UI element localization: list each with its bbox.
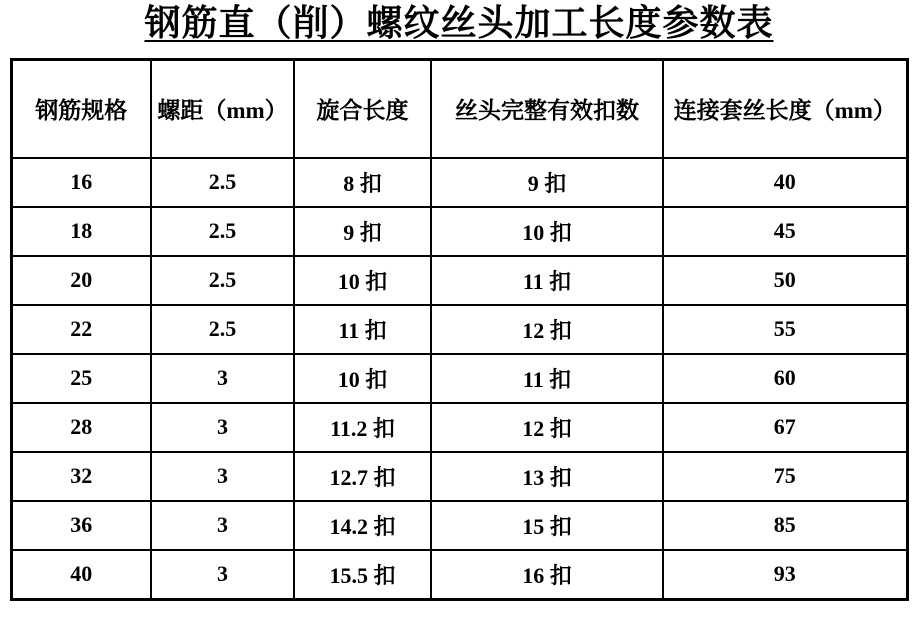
table-cell: 25: [11, 354, 151, 403]
table-cell: 3: [151, 501, 294, 550]
table-cell: 22: [11, 305, 151, 354]
table-cell: 2.5: [151, 256, 294, 305]
table-cell: 9 扣: [431, 158, 663, 207]
table-cell: 60: [663, 354, 907, 403]
table-cell: 15.5 扣: [294, 550, 431, 600]
table-cell: 11.2 扣: [294, 403, 431, 452]
table-cell: 10 扣: [294, 256, 431, 305]
table-cell: 12 扣: [431, 403, 663, 452]
column-header: 连接套丝长度（mm）: [663, 59, 907, 158]
table-cell: 45: [663, 207, 907, 256]
table-cell: 93: [663, 550, 907, 600]
table-cell: 13 扣: [431, 452, 663, 501]
table-cell: 3: [151, 550, 294, 600]
table-cell: 3: [151, 403, 294, 452]
table-cell: 11 扣: [294, 305, 431, 354]
table-body: [11, 158, 907, 600]
page-title: [0, 4, 918, 44]
column-header: 钢筋规格: [11, 59, 151, 158]
table-cell: 32: [11, 452, 151, 501]
column-header: 螺距（mm）: [151, 59, 294, 158]
table-row: [11, 403, 907, 452]
table-cell: 55: [663, 305, 907, 354]
table-cell: 3: [151, 452, 294, 501]
table-cell: 75: [663, 452, 907, 501]
table-cell: 36: [11, 501, 151, 550]
table-cell: 9 扣: [294, 207, 431, 256]
column-header: 旋合长度: [294, 59, 431, 158]
table-cell: 67: [663, 403, 907, 452]
table-cell: 2.5: [151, 207, 294, 256]
column-header: 丝头完整有效扣数: [431, 59, 663, 158]
table-cell: 15 扣: [431, 501, 663, 550]
table-cell: 12.7 扣: [294, 452, 431, 501]
header-row: [11, 59, 907, 158]
table-cell: 10 扣: [431, 207, 663, 256]
table-cell: 18: [11, 207, 151, 256]
parameter-table: [10, 58, 909, 601]
table-cell: 11 扣: [431, 354, 663, 403]
table-cell: 3: [151, 354, 294, 403]
page-title-text: 钢筋直（削）螺纹丝头加工长度参数表: [144, 3, 774, 43]
table-cell: 8 扣: [294, 158, 431, 207]
table-cell: 16: [11, 158, 151, 207]
table-cell: 85: [663, 501, 907, 550]
table-row: [11, 207, 907, 256]
table-row: [11, 305, 907, 354]
table-row: [11, 256, 907, 305]
table-row: [11, 452, 907, 501]
table-cell: 2.5: [151, 158, 294, 207]
table-header: [11, 59, 907, 158]
table-cell: 40: [11, 550, 151, 600]
table-cell: 50: [663, 256, 907, 305]
table-cell: 28: [11, 403, 151, 452]
table-row: [11, 550, 907, 600]
table-cell: 40: [663, 158, 907, 207]
table-row: [11, 501, 907, 550]
table-cell: 10 扣: [294, 354, 431, 403]
table-cell: 16 扣: [431, 550, 663, 600]
table-cell: 11 扣: [431, 256, 663, 305]
table-cell: 2.5: [151, 305, 294, 354]
table-cell: 12 扣: [431, 305, 663, 354]
table-row: [11, 158, 907, 207]
table-row: [11, 354, 907, 403]
table-cell: 14.2 扣: [294, 501, 431, 550]
table-cell: 20: [11, 256, 151, 305]
